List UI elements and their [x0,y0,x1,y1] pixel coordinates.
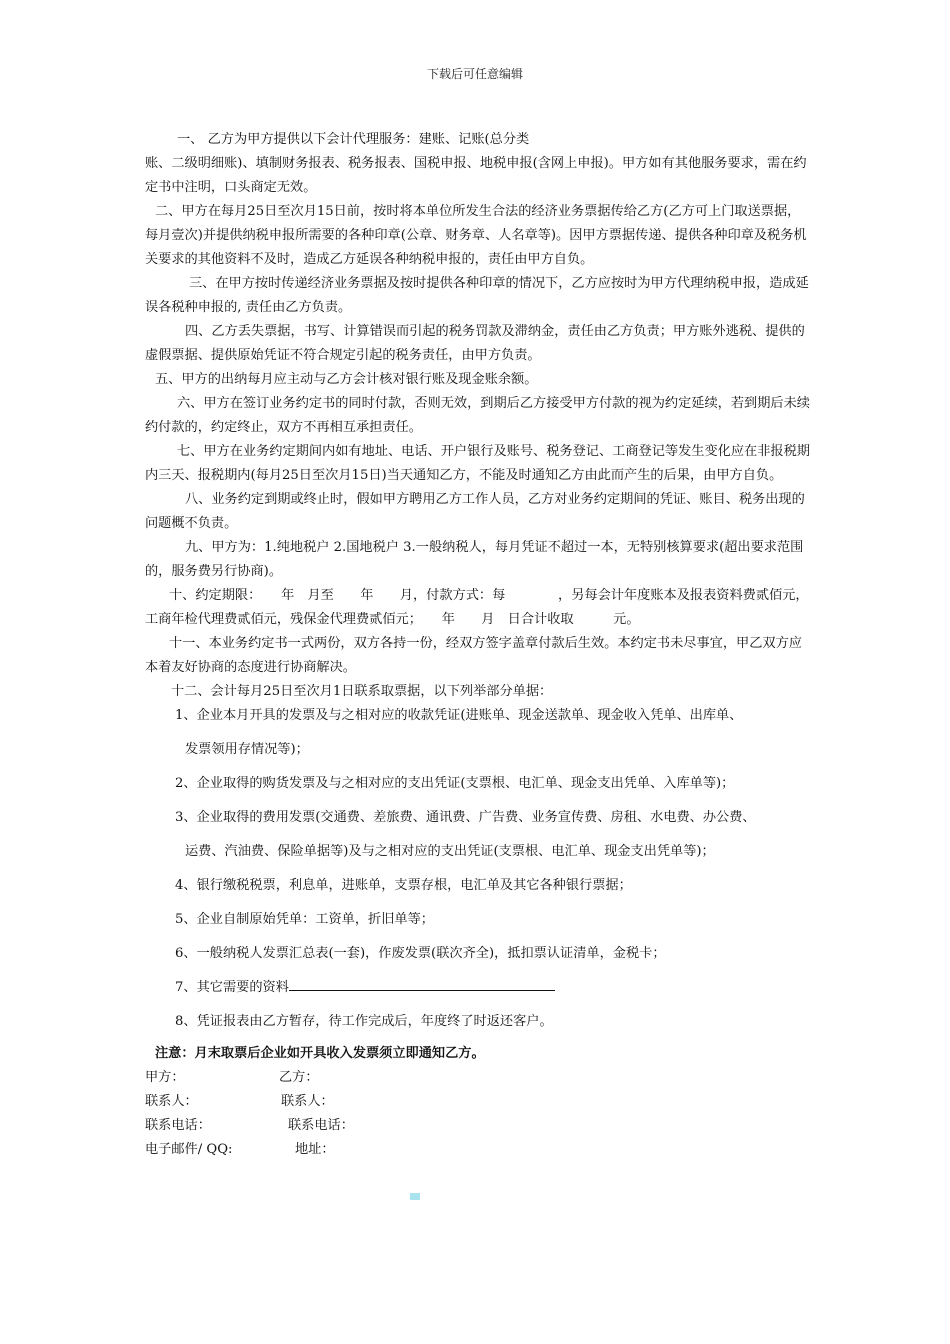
clause-10: 十、约定期限： 年 月至 年 月，付款方式：每 ，另每会计年度账本及报表资料费贰佰元，工商年检代理费贰佰元，残保金代理费贰佰元； 年 月 日合计收取 元。 [145,588,809,627]
clause-3: 三、在甲方按时传递经济业务票据及按时提供各种印章的情况下，乙方应按时为甲方代理纳税申报，造成延误各税种申报的, 责任由乙方负责。 [145,276,809,315]
list-item: 6、一般纳税人发票汇总表(一套)，作废发票(联次齐全)，抵扣票认证清单，金税卡； [175,946,666,961]
clause-5: 五、甲方的出纳每月应主动与乙方会计核对银行账及现金账余额。 [155,372,538,387]
list-item: 2、企业取得的购货发票及与之相对应的支出凭证(支票根、电汇单、现金支出凭单、入库单等)； [175,776,735,791]
party-a-label: 甲方： [145,1070,185,1085]
phone-a-label: 联系电话： [145,1118,211,1133]
clause-8: 八、业务约定到期或终止时，假如甲方聘用乙方工作人员，乙方对业务约定期间的凭证、账目、税务出现的问题概不负责。 [145,492,805,531]
contract-body [145,128,813,1162]
list-item: 4、银行缴税税票，利息单，进账单，支票存根，电汇单及其它各种银行票据； [175,878,632,893]
list-item [175,976,813,1000]
clause-2: 二、甲方在每月25日至次月15日前，按时将本单位所发生合法的经济业务票据传给乙方(乙方可上门取送票据，每月壹次)并提供纳税申报所需要的各种印章(公章、财务章、人名章等)。因甲方票据传递、提供各种印章及税务机关要求的其他资料不及时，造成乙方延误各种纳税申报的，责任由甲方自负。 [145,204,807,267]
list-item-label: 7、其它需要的资料 [175,980,289,995]
clause-1-line1: 一、 乙方为甲方提供以下会计代理服务：建账、记账(总分类 [177,132,530,147]
phone-b-label: 联系电话： [288,1118,354,1133]
clause-1-rest: 账、二级明细账)、填制财务报表、税务报表、国税申报、地税申报(含网上申报)。甲方如有其他服务要求，需在约定书中注明，口头商定无效。 [145,156,807,195]
notice-text: 注意：月末取票后企业如开具收入发票须立即通知乙方。 [155,1046,485,1061]
signature-row-email [145,1138,813,1162]
fill-blank-line [289,977,555,991]
clause-11: 十一、本业务约定书一式两份，双方各持一份，经双方签字盖章付款后生效。本约定书未尽事宜，甲乙双方应本着友好协商的态度进行协商解决。 [145,636,802,675]
contact-a-label: 联系人： [145,1094,198,1109]
signature-row-contact [145,1090,813,1114]
document-list [145,704,813,1034]
clause-6: 六、甲方在签订业务约定书的同时付款，否则无效，到期后乙方接受甲方付款的视为约定延续，若到期后未续约付款的，约定终止，双方不再相互承担责任。 [145,396,810,435]
clause-4: 四、乙方丢失票据，书写、计算错误而引起的税务罚款及滞纳金，责任由乙方负责；甲方账外逃税、提供的虚假票据、提供原始凭证不符合规定引起的税务责任，由甲方负责。 [145,324,805,363]
clause-12: 十二、会计每月25日至次月1日联系取票据，以下列举部分单据： [171,684,553,699]
signature-row-phone [145,1114,813,1138]
signature-row-party [145,1066,813,1090]
clause-9: 九、甲方为：1.纯地税户 2.国地税户 3.一般纳税人，每月凭证不超过一本，无特别核算要求(超出要求范围的，服务费另行协商)。 [145,540,804,579]
list-item: 1、企业本月开具的发票及与之相对应的收款凭证(进账单、现金送款单、现金收入凭单、出库单、 [175,708,743,723]
email-a-label: 电子邮件/ QQ: [145,1142,233,1157]
page-header: 下载后可任意编辑 [426,67,523,81]
party-b-label: 乙方： [279,1070,319,1085]
list-item: 8、凭证报表由乙方暂存，待工作完成后，年度终了时返还客户。 [175,1014,553,1029]
list-item-continuation: 运费、汽油费、保险单据等)及与之相对应的支出凭证(支票根、电汇单、现金支出凭单等)； [185,844,715,859]
list-item: 3、企业取得的费用发票(交通费、差旅费、通讯费、广告费、业务宣传费、房租、水电费、办公费、 [175,810,756,825]
list-item-continuation: 发票领用存情况等)； [185,742,309,757]
address-b-label: 地址： [295,1142,335,1157]
contact-b-label: 联系人： [281,1094,334,1109]
clause-7: 七、甲方在业务约定期间内如有地址、电话、开户银行及账号、税务登记、工商登记等发生变化应在非报税期内三天、报税期内(每月25日至次月15日)当天通知乙方，不能及时通知乙方由此而产生的后果，由甲方自负。 [145,444,810,483]
highlight-marker [410,1193,420,1200]
list-item: 5、企业自制原始凭单：工资单，折旧单等； [175,912,434,927]
